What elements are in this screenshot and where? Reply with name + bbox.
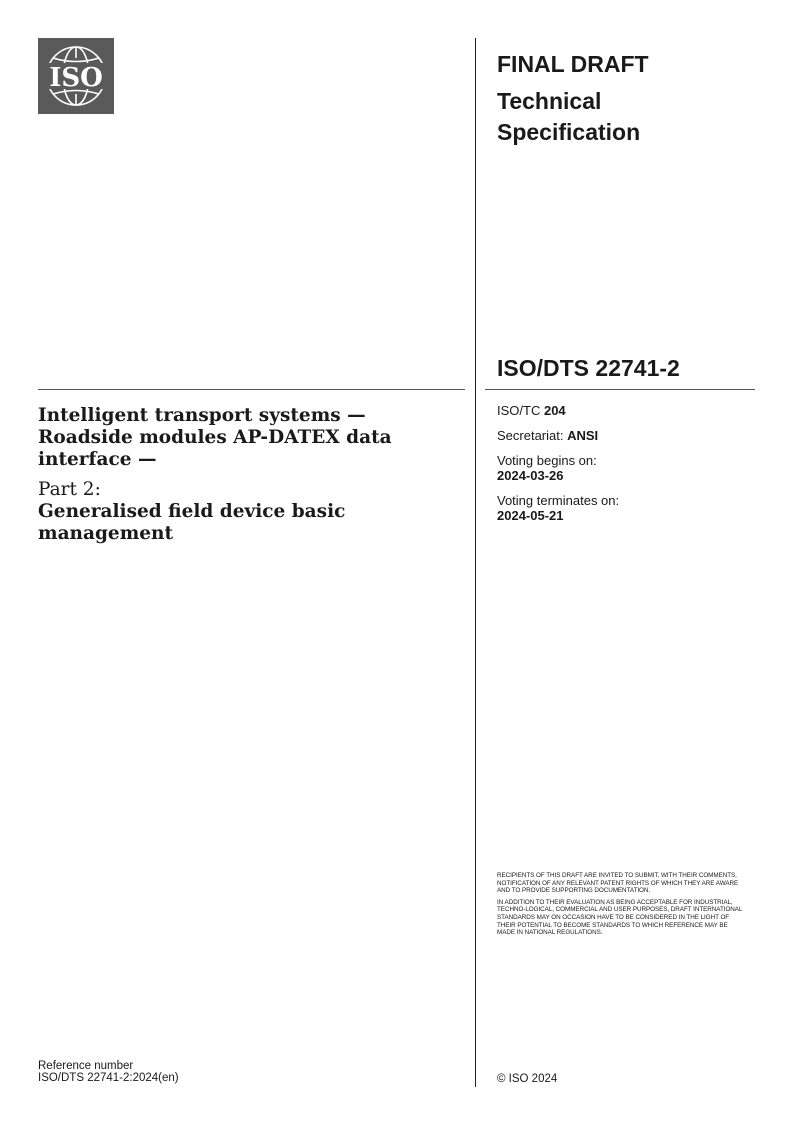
document-number: ISO/DTS 22741-2	[497, 355, 680, 381]
reference-value: ISO/DTS 22741-2:2024(en)	[38, 1072, 179, 1084]
draft-status: FINAL DRAFT	[497, 51, 649, 77]
tc-label: ISO/TC	[497, 403, 541, 418]
voting-terminates-label: Voting terminates on:	[497, 493, 620, 508]
document-metadata	[497, 403, 619, 533]
title-block	[38, 405, 458, 545]
part-title: Generalised field device basic management	[38, 501, 346, 544]
reference-number-block	[38, 1060, 179, 1084]
voting-begins	[497, 453, 619, 483]
voting-begins-label: Voting begins on:	[497, 453, 597, 468]
document-type: Technical Specification	[497, 88, 641, 145]
logo-text: ISO	[49, 63, 103, 93]
notice-paragraph-1: RECIPIENTS OF THIS DRAFT ARE INVITED TO SUBMIT, WITH THEIR COMMENTS, NOTIFICATION OF ANY RELEVANT PATENT RIGHTS OF WHICH THEY ARE AWARE AND TO PROVIDE SUPPORTING DOCUMENTATION.	[497, 872, 739, 895]
secretariat	[497, 428, 619, 443]
reference-label: Reference number	[38, 1060, 134, 1072]
iso-logo	[38, 38, 114, 114]
voting-begins-date: 2024-03-26	[497, 468, 564, 483]
horizontal-divider-right	[485, 389, 755, 390]
voting-terminates-date: 2024-05-21	[497, 508, 564, 523]
horizontal-divider-left	[38, 389, 465, 390]
notice-paragraph-2: IN ADDITION TO THEIR EVALUATION AS BEING ACCEPTABLE FOR INDUSTRIAL, TECHNO-LOGICAL, COMMERCIAL AND USER PURPOSES, DRAFT INTERNATIONAL STANDARDS MAY ON OCCASION HAVE TO BE CONSIDERED IN THE LIGHT OF THEIR POTENTIAL TO BECOME STANDARDS TO WHICH REFERENCE MAY BE MADE IN NATIONAL REGULATIONS.	[497, 898, 743, 937]
secretariat-label: Secretariat:	[497, 428, 564, 443]
part-label: Part 2:	[38, 479, 101, 500]
iso-globe-logo-icon	[38, 38, 114, 114]
copyright: © ISO 2024	[497, 1073, 558, 1085]
draft-notice	[497, 872, 747, 941]
main-title: Intelligent transport systems — Roadside modules AP-DATEX data interface —	[38, 405, 392, 470]
secretariat-value: ANSI	[567, 428, 599, 443]
tc-value: 204	[543, 403, 566, 418]
vertical-divider	[475, 38, 476, 1087]
voting-terminates	[497, 493, 619, 523]
technical-committee	[497, 403, 619, 418]
